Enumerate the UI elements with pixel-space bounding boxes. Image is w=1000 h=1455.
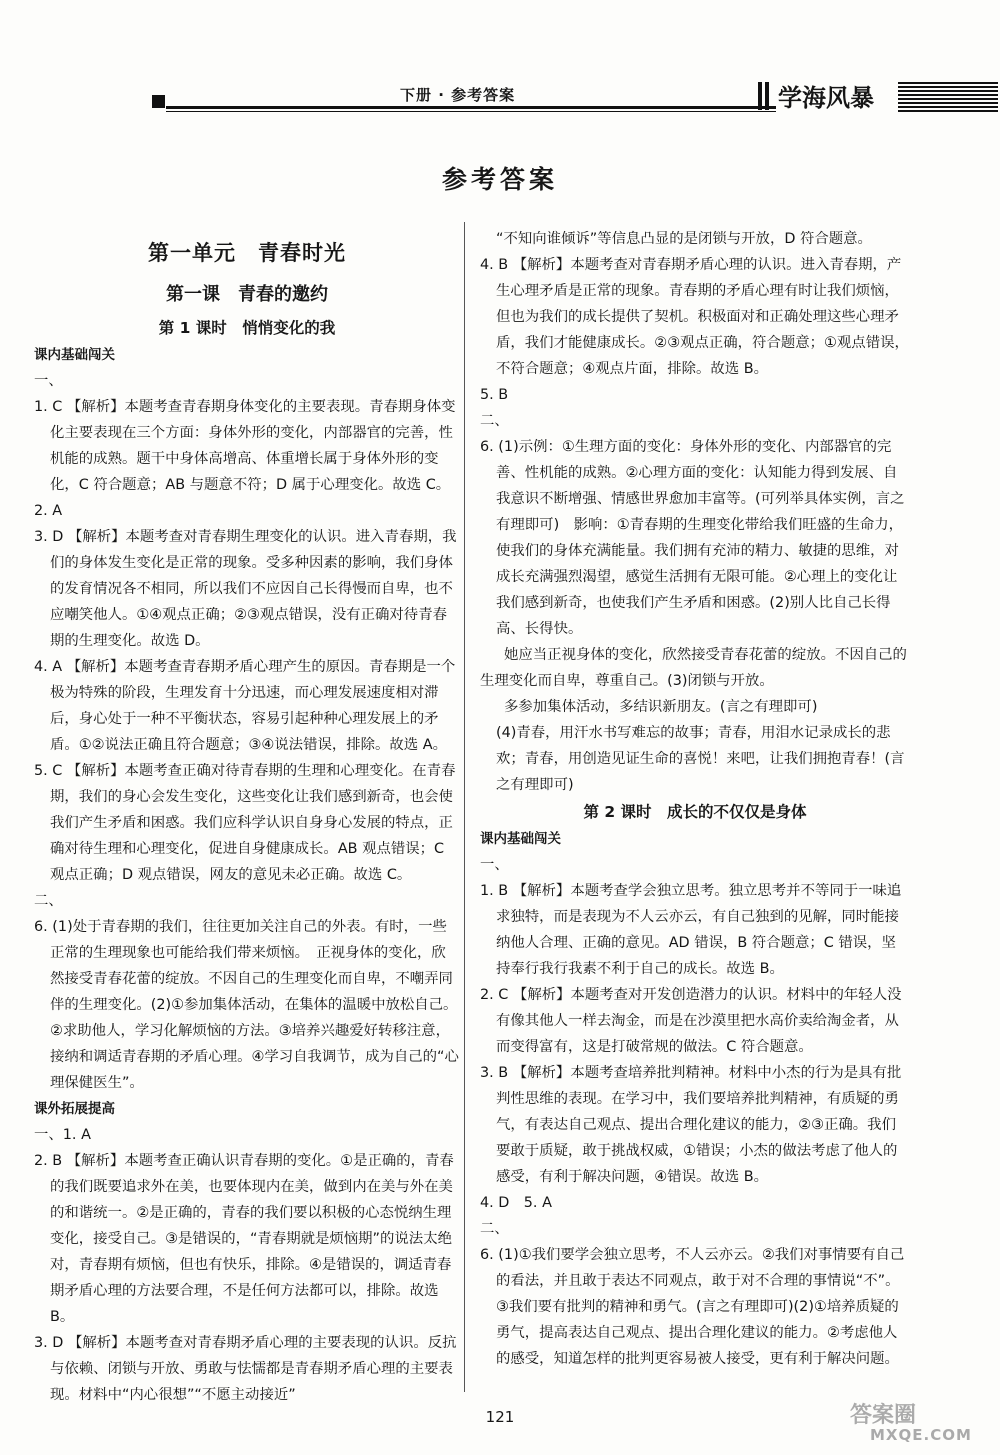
answer-item: 6. (1)处于青春期的我们，往往更加关注自己的外表。有时，一些正常的生理现象也可能给我们带来烦恼。 正视身体的变化，欣然接受青春花蕾的绽放。不因自己的生理变化而自卑，不嘲弄同伴的生理变化。(2)①参加集体活动，在集体的温暖中放松自己。②求助他人，学习化解烦恼的方法。③培养兴趣爱好转移注意，接纳和调适青春期的矛盾心理。④学习自我调节，成为自己的“心理保健医生”。 <box>34 919 459 1091</box>
right-column <box>480 226 910 1372</box>
part-label: 二、 <box>34 893 63 909</box>
watermark <box>850 1398 990 1448</box>
answer-continuation: “不知向谁倾诉”等信息凸显的是闭锁与开放，D 符合题意。 <box>496 231 872 247</box>
section-label: 课外拓展提高 <box>34 1101 115 1117</box>
answer-item: 5. C 【解析】本题考查正确对待青春期的生理和心理变化。在青春期，我们的身心会发生变化，这些变化让我们感到新奇，也会使我们产生矛盾和困惑。我们应科学认识自身身心发展的特点，正确对待生理和心理变化，促进自身健康成长。AB 观点错误；C 观点正确；D 观点错误，网友的意见未必正确。故选 C。 <box>34 763 456 883</box>
answer-item: 6. (1)示例：①生理方面的变化：身体外形的变化、内部器官的完善、性机能的成熟。②心理方面的变化：认知能力得到发展、自我意识不断增强、情感世界愈加丰富等。(可列举具体实例，言之有理即可) 影响：①青春期的生理变化带给我们旺盛的生命力，使我们的身体充满能量。我们拥有充沛的精力、敏捷的思维，对成长充满强烈渴望，感觉生活拥有无限可能。②心理上的变化让我们感到新奇，也使我们产生矛盾和困惑。(2)别人比自己长得高、长得快。 <box>480 439 905 637</box>
answer-paragraph: (4)青春，用汗水书写难忘的故事；青春，用泪水记录成长的悲欢；青春，用创造见证生命的喜悦！来吧，让我们拥抱青春！(言之有理即可) <box>496 725 905 793</box>
page-title: 参考答案 <box>441 165 558 194</box>
left-column <box>34 226 460 1408</box>
answer-item: 2. C 【解析】本题考查对开发创造潜力的认识。材料中的年轻人没有像其他人一样去淘金，而是在沙漠里把水高价卖给淘金者，从而变得富有，这是打破常规的做法。C 符合题意。 <box>480 987 902 1055</box>
watermark-url: MXQE.COM <box>870 1426 972 1444</box>
header-bars <box>758 82 772 114</box>
header-rule <box>166 106 776 109</box>
part-label: 一、 <box>34 373 63 389</box>
section-label: 课内基础闯关 <box>480 831 561 847</box>
answer-item: 4. B 【解析】本题考查对青春期矛盾心理的认识。进入青春期，产生心理矛盾是正常的现象。青春期的矛盾心理有时让我们烦恼，但也为我们的成长提供了契机。积极面对和正确处理这些心理矛盾，我们才能健康成长。②③观点正确，符合题意；①观点错误，不符合题意；④观点片面，排除。故选 B。 <box>480 257 909 377</box>
answer-item: 4. D 5. A <box>480 1195 552 1211</box>
header-square-mark <box>152 95 165 108</box>
answer-paragraph: 她应当正视身体的变化，欣然接受青春花蕾的绽放。不因自己的生理变化而自卑，尊重自己。(3)闭锁与开放。 <box>480 647 907 689</box>
part-label: 二、 <box>480 413 509 429</box>
watermark-text: 答案圈 <box>850 1403 917 1428</box>
column-divider <box>464 222 465 1392</box>
answer-item: 5. B <box>480 387 509 403</box>
header-stripes <box>898 82 998 112</box>
answer-item: 2. B 【解析】本题考查正确认识青春期的变化。①是正确的，青春的我们既要追求外在美，也要体现内在美，做到内在美与外在美的和谐统一。②是正确的，青春的我们要以积极的心态悦纳生理变化，接受自己。③是错误的，“青春期就是烦恼期”的说法太绝对，青春期有烦恼，但也有快乐，排除。④是错误的，调适青春期矛盾心理的方法要合理，不是任何方法都可以，排除。故选 B。 <box>34 1153 454 1325</box>
part-label: 一、 <box>480 857 509 873</box>
answer-item: 1. B 【解析】本题考查学会独立思考。独立思考并不等同于一味追求独特，而是表现为不人云亦云，有自己独到的见解，同时能接纳他人合理、正确的意见。AD 错误，B 符合题意；C 错误，坚持奉行我行我素不利于自己的成长。故选 B。 <box>480 883 902 977</box>
page-header <box>150 78 1000 118</box>
answer-item: 3. D 【解析】本题考查对青春期生理变化的认识。进入青春期，我们的身体发生变化是正常的现象。受多种因素的影响，我们身体的发育情况各不相同，所以我们不应因自己长得慢而自卑，也不应嘲笑他人。①④观点正确；②③观点错误，没有正确对待青春期的生理变化。故选 D。 <box>34 529 457 649</box>
answer-item: 4. A 【解析】本题考查青春期矛盾心理产生的原因。青春期是一个极为特殊的阶段，生理发育十分迅速，而心理发展速度相对滞后，身心处于一种不平衡状态，容易引起种种心理发展上的矛盾。①②说法正确且符合题意；③④说法错误，排除。故选 A。 <box>34 659 456 753</box>
answer-item: 6. (1)①我们要学会独立思考，不人云亦云。②我们对事情要有自己的看法，并且敢于表达不同观点，敢于对不合理的事情说“不”。③我们要有批判的精神和勇气。(言之有理即可)(2)①培养质疑的勇气，提高表达自己观点、提出合理化建议的能力。②考虑他人的感受，知道怎样的批判更容易被人接受，更有利于解决问题。 <box>480 1247 905 1367</box>
answer-item: 一、1. A <box>34 1127 91 1143</box>
answer-paragraph: 多参加集体活动，多结识新朋友。(言之有理即可) <box>504 699 818 715</box>
answer-item: 2. A <box>34 503 63 519</box>
page-number: 121 <box>485 1408 515 1426</box>
period-heading: 第 1 课时 悄悄变化的我 <box>158 319 336 337</box>
header-rule-thin <box>166 111 776 112</box>
answer-item: 3. B 【解析】本题考查培养批判精神。材料中小杰的行为是具有批判性思维的表现。在学习中，我们要培养批判精神，有质疑的勇气，有表达自己观点、提出合理化建议的能力，②③正确。我们要敢于质疑，敢于挑战权威，①错误；小杰的做法考虑了他人的感受，有利于解决问题，④错误。故选 B。 <box>480 1065 902 1185</box>
lesson-heading: 第一课 青春的邀约 <box>166 284 328 305</box>
unit-heading: 第一单元 青春时光 <box>148 241 346 265</box>
brand-logo: 学海风暴 <box>778 83 874 112</box>
answer-item: 3. D 【解析】本题考查对青春期矛盾心理的主要表现的认识。反抗与依赖、闭锁与开放、勇敢与怯懦都是青春期矛盾心理的主要表现。材料中“内心很想”“不愿主动接近” <box>34 1335 457 1403</box>
section-label: 课内基础闯关 <box>34 347 115 363</box>
period-heading: 第 2 课时 成长的不仅仅是身体 <box>583 803 807 821</box>
header-text: 下册 · 参考答案 <box>400 86 516 104</box>
answer-item: 1. C 【解析】本题考查青春期身体变化的主要表现。青春期身体变化主要表现在三个方面：身体外形的变化，内部器官的完善，性机能的成熟。题干中身体高增高、体重增长属于身体外形的变化，C 符合题意；AB 与题意不符；D 属于心理变化。故选 C。 <box>34 399 456 493</box>
part-label: 二、 <box>480 1221 509 1237</box>
